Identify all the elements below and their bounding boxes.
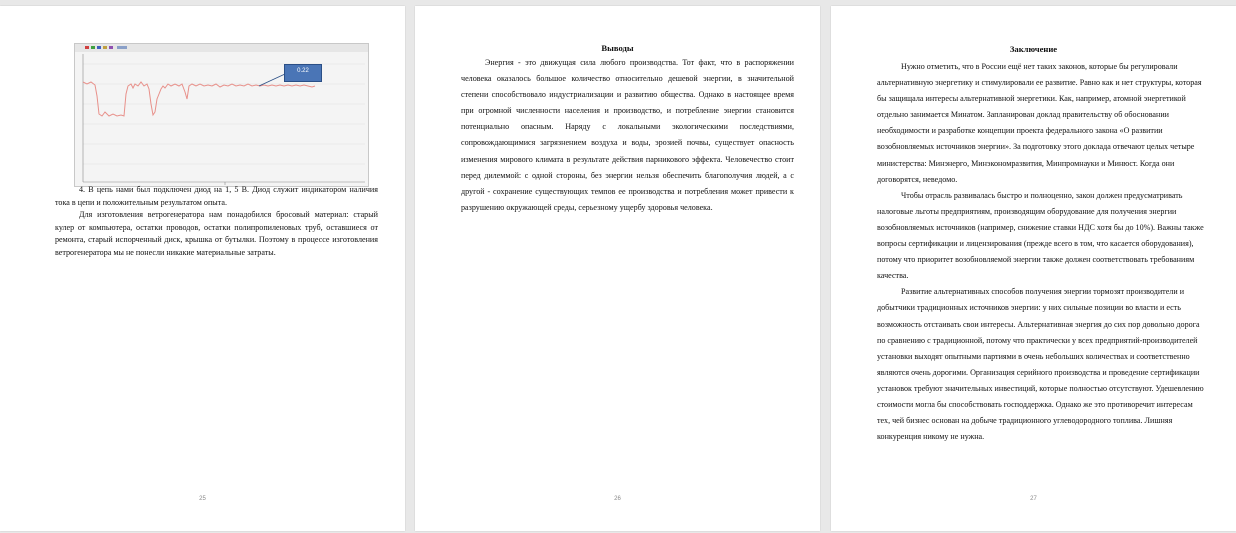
voltage-chart xyxy=(74,43,369,187)
value-callout: 0.22 xyxy=(284,64,322,82)
section-heading: Заключение xyxy=(1009,44,1058,54)
chart-grid xyxy=(83,64,365,164)
page-25-text xyxy=(55,184,378,260)
page-number: 25 xyxy=(199,496,206,502)
paragraph: Нужно отметить, что в России ещё нет таких законов, которые бы регулировали альтернативную энергетику и стимулировали ее развитие. Равно как и нет структуры, которая бы защищала интересы альтернативной энергетики. Как, например, атомной энергетикой отдельно занимается Минатом. Запланирован доклад правительству об обосновании необходимости и разработке концепции проекта федерального закона «О развитии возобновляемых источников энергии». За подготовку этого доклада отвечают целых четыре министерства: Минэнерго, Минэкономразвития, Минпромнауки и Минюст. Когда они договорятся, неведомо. xyxy=(877,62,1202,184)
toolbar-icon xyxy=(109,46,113,49)
paragraph: Чтобы отрасль развивалась быстро и полноценно, закон должен предусматривать налоговые льготы предприятиям, производящим оборудование для получения энергии возобновляемых источников (например, снижение ставки НДС хотя бы до 10%). Важны также вопросы сертификации и лицензирования (прежде всего в том, что касается оборудования), потому что приоритет возобновляемой энергии также должен соответствовать требованиям качества. xyxy=(877,190,1204,281)
page-26-text xyxy=(461,55,794,216)
toolbar-icon xyxy=(103,46,107,49)
chart-svg xyxy=(75,44,368,186)
paragraph: 4. В цепь нами был подключен диод на 1, 5 В. Диод служит индикатором наличия тока в цепи и положительным результатом опыта. xyxy=(55,185,378,207)
page-25 xyxy=(0,6,405,531)
page-number: 26 xyxy=(614,496,621,502)
paragraph: Для изготовления ветрогенератора нам понадобился бросовый материал: старый кулер от компьютера, остатки проводов, остатки полипропиленовых труб, оставшиеся от ремонта, старый испорченный диск, крышка от бутылки. Поэтому в процессе изготовления ветрогенератора мы не понесли никакие материальные затраты. xyxy=(55,210,378,257)
page-27-text xyxy=(877,59,1207,445)
paragraph: Развитие альтернативных способов получения энергии тормозят производители и добытчики традиционных источников энергии: у них сильные позиции во власти и есть возможность отстаивать свои интересы. Альтернативная энергия до сих пор довольно дорога по сравнению с традиционной, потому что практически у всех предприятий-производителей установки выходят опытными партиями в очень небольших количествах и соответственно являются очень дорогими. Организация серийного производства и проведение сертификации установок требуют значительных инвестиций, которые полностью отсутствуют. Удешевлению стоимости могла бы способствовать господдержка. Однако же это противоречит интересам тех, чей бизнес основан на добыче традиционного углеводородного топлива. Лишняя конкуренция никому не нужна. xyxy=(877,287,1204,442)
page-number: 27 xyxy=(1030,496,1037,502)
page-27 xyxy=(831,6,1236,531)
toolbar-icon xyxy=(117,46,127,49)
toolbar-icon xyxy=(91,46,95,49)
voltage-series-line xyxy=(83,82,315,116)
page-26 xyxy=(415,6,820,531)
section-heading: Выводы xyxy=(601,43,634,53)
paragraph: Энергия - это движущая сила любого производства. Тот факт, что в распоряжении человека оказалось большое количество относительно дешевой энергии, в значительной степени способствовало индустриализации и развитию общества. Однако в настоящее время при огромной численности населения и производство, и потребление энергии становится потенциально опасным. Наряду с локальными экологическими последствиями, сопровождающимися загрязнением воздуха и воды, эрозией почвы, существует опасность изменения мирового климата в результате действия парникового эффекта. Человечество стоит перед дилеммой: с одной стороны, без энергии нельзя обеспечить благополучия людей, а с другой - сохранение существующих темпов ее производства и потребления может привести к разрушению окружающей среды, серьезному ущербу здоровья человека. xyxy=(461,58,794,212)
toolbar-icon xyxy=(97,46,101,49)
toolbar-icon xyxy=(85,46,89,49)
